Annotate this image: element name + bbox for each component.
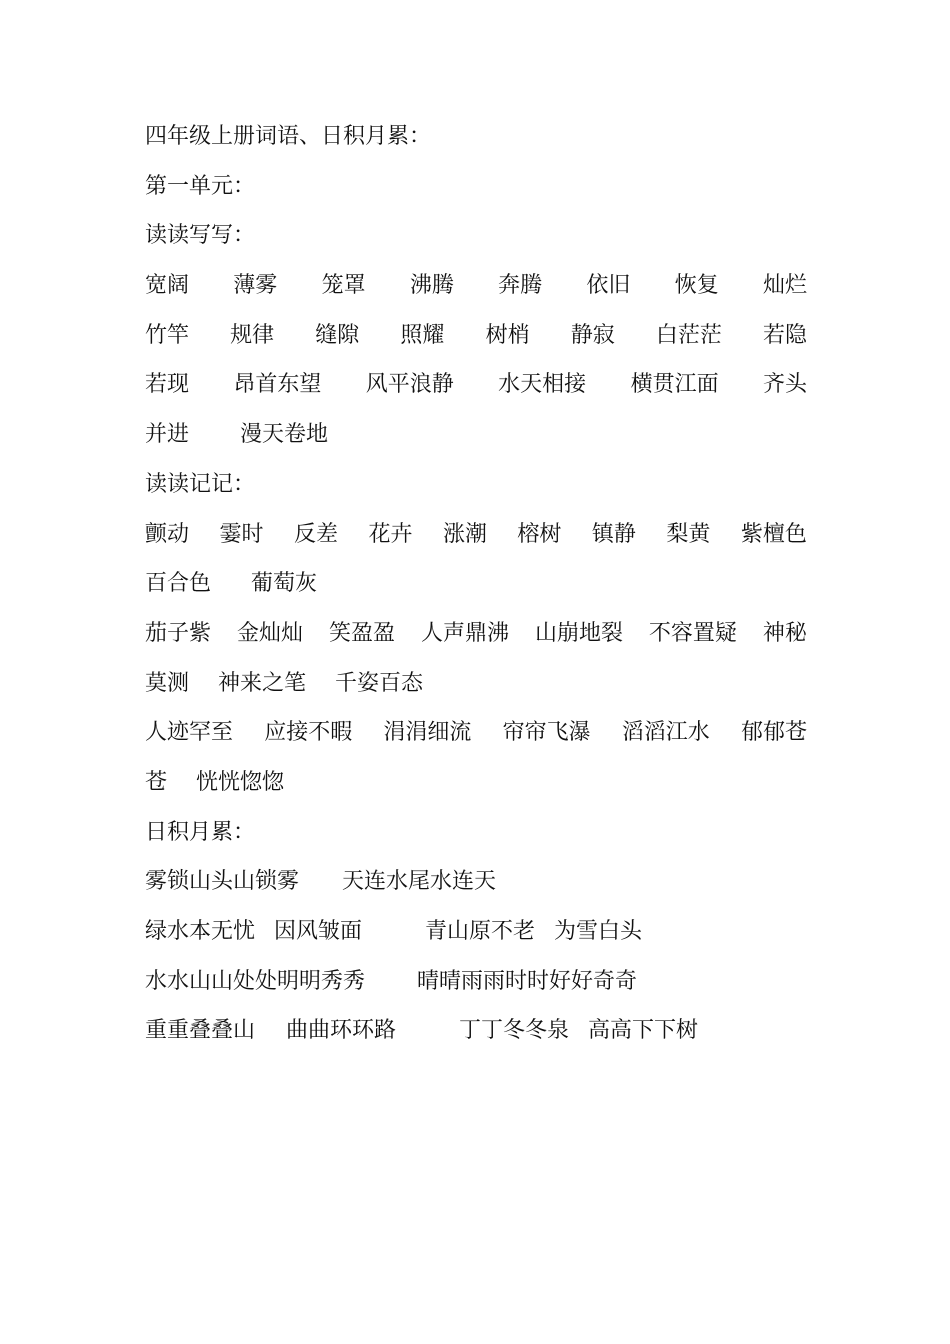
- word-row: [145, 311, 807, 361]
- word: 沸腾: [409, 273, 454, 299]
- word: 梨黄: [666, 521, 711, 547]
- word: 若现: [145, 372, 190, 398]
- word: 郁郁苍: [740, 720, 807, 746]
- word-row: [145, 758, 807, 808]
- couplet-line: 水水山山处处明明秀秀: [145, 968, 366, 994]
- word-row: [145, 410, 807, 460]
- word: 照耀: [400, 322, 445, 348]
- word: 漫天卷地: [240, 422, 329, 448]
- section-heading-daily: 日积月累：: [145, 819, 256, 845]
- word: 镇静: [591, 521, 636, 547]
- couplet-row: [145, 957, 807, 1007]
- word-row: [145, 659, 807, 709]
- word: 若隐: [762, 322, 807, 348]
- word: 规律: [230, 322, 275, 348]
- couplet-line: 青山原不老: [425, 919, 536, 944]
- word: 滔滔江水: [621, 720, 710, 746]
- word: 奔腾: [498, 273, 543, 299]
- unit-heading: 第一单元：: [145, 173, 256, 199]
- word-row: [145, 360, 807, 410]
- word: 树梢: [485, 322, 530, 348]
- word-row: [145, 559, 807, 609]
- couplet-row: [145, 1006, 807, 1056]
- word: 反差: [293, 521, 338, 547]
- word: 神来之笔: [218, 670, 307, 696]
- word: 百合色: [145, 571, 212, 597]
- word: 恍恍惚惚: [196, 769, 285, 795]
- word: 茄子紫: [145, 620, 212, 646]
- word: 山崩地裂: [534, 620, 623, 646]
- word: 千姿百态: [335, 670, 424, 696]
- word: 笼罩: [321, 273, 366, 299]
- word: 横贯江面: [630, 372, 719, 398]
- word-row: [145, 261, 807, 311]
- couplet-line: 因风皱面: [274, 919, 363, 944]
- word: 涓涓细流: [383, 720, 472, 746]
- word: 风平浪静: [365, 372, 454, 398]
- couplet-row: [145, 907, 807, 957]
- section-heading-read-remember: 读读记记：: [145, 471, 256, 497]
- word: 缝隙: [315, 322, 360, 348]
- word: 薄雾: [233, 273, 278, 299]
- word: 颤动: [145, 521, 190, 547]
- word: 人迹罕至: [145, 720, 234, 746]
- word: 不容置疑: [648, 620, 737, 646]
- word: 昂首东望: [233, 372, 322, 398]
- word: 静寂: [570, 322, 615, 348]
- word: 人声鼎沸: [420, 620, 509, 646]
- word: 金灿灿: [236, 620, 303, 646]
- word: 苍: [145, 769, 168, 795]
- word: 莫测: [145, 670, 190, 696]
- word: 齐头: [762, 372, 807, 398]
- word: 帘帘飞瀑: [502, 720, 591, 746]
- couplet-line: 晴晴雨雨时时好好奇奇: [417, 968, 638, 994]
- word-row: [145, 510, 807, 560]
- couplet-row: [145, 857, 807, 907]
- couplet-line: 天连水尾水连天: [342, 869, 497, 895]
- word: 花卉: [368, 521, 413, 547]
- word: 榕树: [517, 521, 562, 547]
- word: 竹竿: [145, 322, 190, 348]
- word: 灿烂: [762, 273, 807, 299]
- word: 白茫茫: [655, 322, 722, 348]
- word: 并进: [145, 422, 190, 448]
- word: 宽阔: [145, 273, 190, 299]
- word-row: [145, 708, 807, 758]
- couplet-line: 重重叠叠山: [145, 1018, 256, 1044]
- couplet-line: 为雪白头: [554, 919, 643, 944]
- couplet-line: 丁丁冬冬泉: [459, 1018, 570, 1044]
- word: 神秘: [762, 620, 807, 646]
- word: 紫檀色: [740, 521, 807, 547]
- couplet-line: 雾锁山头山锁雾: [145, 869, 300, 895]
- word: 水天相接: [498, 372, 587, 398]
- word: 涨潮: [442, 521, 487, 547]
- word: 笑盈盈: [328, 620, 395, 646]
- word: 葡萄灰: [251, 571, 318, 597]
- couplet-line: 高高下下树: [588, 1018, 699, 1044]
- document-body: [145, 112, 807, 1056]
- word: 依旧: [586, 273, 631, 299]
- section-heading-read-write: 读读写写：: [145, 223, 256, 249]
- couplet-line: 绿水本无忧: [145, 919, 256, 944]
- document-title: 四年级上册词语、日积月累：: [145, 124, 432, 149]
- word-row: [145, 609, 807, 659]
- word: 霎时: [219, 521, 264, 547]
- word: 恢复: [674, 273, 719, 299]
- word: 应接不暇: [264, 720, 353, 746]
- couplet-line: 曲曲环环路: [286, 1018, 397, 1044]
